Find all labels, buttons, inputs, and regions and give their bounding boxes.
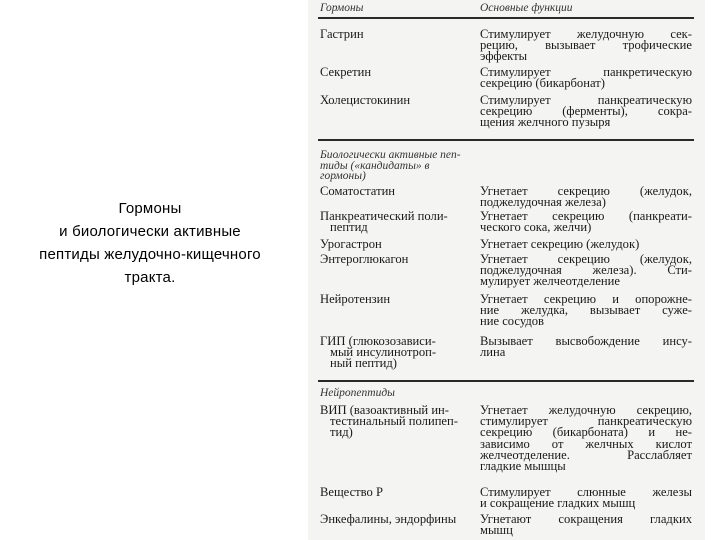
function-line: Угнетает секрецию (желудок, (480, 252, 692, 266)
hormone-name: Холецистокинин (320, 93, 411, 107)
function-line: гладкие мышцы (480, 459, 566, 474)
function-line: лина (480, 345, 506, 360)
function-line: Стимулирует панкреатическую (480, 93, 692, 107)
function-line: желчеотделение. Расслабляет (480, 447, 692, 462)
function-line: секрецию (бикарбонат) (480, 76, 605, 91)
function-line: Угнетает секрецию (желудок, (480, 184, 692, 198)
function-line: поджелудочная железа). Сти- (480, 263, 692, 278)
section-title-neuropeptides: Нейропептиды (320, 387, 395, 399)
peptide-name: ный пептид) (330, 356, 398, 371)
function-line: рецию, вызывает трофические (480, 38, 692, 53)
neuropeptide-name: Вещество Р (320, 485, 383, 499)
peptide-name: Энтероглюкагон (320, 252, 409, 266)
section-rule (318, 380, 694, 382)
function-line: эффекты (480, 49, 528, 64)
function-line: Угнетает желудочную секрецию, (480, 403, 692, 417)
function-line: Стимулирует слюнные железы (480, 485, 692, 499)
section-rule (318, 139, 694, 141)
neuropeptide-name: тид) (330, 425, 353, 440)
function-line: ние желудка, вызывает суже- (480, 303, 692, 318)
hormone-name: Секретин (320, 65, 372, 79)
header-rule (318, 17, 694, 19)
function-line: Угнетает секрецию (панкреати- (480, 209, 692, 223)
caption-line: Гормоны (118, 200, 182, 217)
function-line: Угнетает секрецию и опорожне- (480, 292, 692, 306)
hormone-name: Гастрин (320, 27, 364, 41)
function-line: стимулирует панкреатическую (480, 414, 692, 429)
peptide-name: Панкреатический поли- (320, 209, 448, 223)
function-line: секрецию (бикарбоната) и не- (480, 425, 692, 440)
scanned-table-image (308, 0, 705, 540)
peptide-name: Соматостатин (320, 184, 396, 198)
function-line: поджелудочная железа) (480, 195, 606, 210)
function-line: мышц (480, 523, 513, 538)
peptide-name: ГИП (глюкозозависи- (320, 334, 436, 348)
function-line: зависимо от желчных кислот (480, 436, 692, 451)
neuropeptide-name: ВИП (вазоактивный ин- (320, 403, 449, 417)
function-line: щения желчного пузыря (480, 115, 611, 130)
peptide-name: Нейротензин (320, 292, 391, 306)
function-line: мулирует желчеотделение (480, 274, 620, 289)
function-line: Угнетают сокращения гладких (480, 512, 692, 526)
slide-caption (0, 197, 300, 289)
function-line: Стимулирует желудочную сек- (480, 27, 692, 41)
caption-line: пептиды желудочно-кищечного (39, 246, 261, 263)
neuropeptide-name: Энкефалины, эндорфины (320, 512, 457, 526)
function-line: секрецию (ферменты), сокра- (480, 104, 692, 119)
peptide-name: мый инсулинотроп- (330, 345, 437, 360)
function-line: ние сосудов (480, 314, 544, 329)
peptide-name: Урогастрон (320, 237, 382, 251)
function-line: Стимулирует панкретическую (480, 65, 692, 79)
header-functions: Основные функции (480, 2, 573, 14)
section-title-bioactive: Биологически активные пеп- тиды («кандидаты» в гормоны) (320, 149, 461, 182)
header-hormones: Гормоны (320, 2, 364, 14)
function-line: Вызывает высвобождение инсу- (480, 334, 692, 348)
function-line: ческого сока, желчи) (480, 220, 592, 235)
function-line: и сокращение гладких мышц (480, 496, 636, 511)
caption-line: тракта. (124, 269, 176, 286)
neuropeptide-name: тестинальный полипеп- (330, 414, 458, 429)
caption-line: и биологически активные (59, 223, 241, 240)
peptide-name: пептид (330, 220, 368, 235)
function-line: Угнетает секрецию (желудок) (480, 237, 640, 251)
